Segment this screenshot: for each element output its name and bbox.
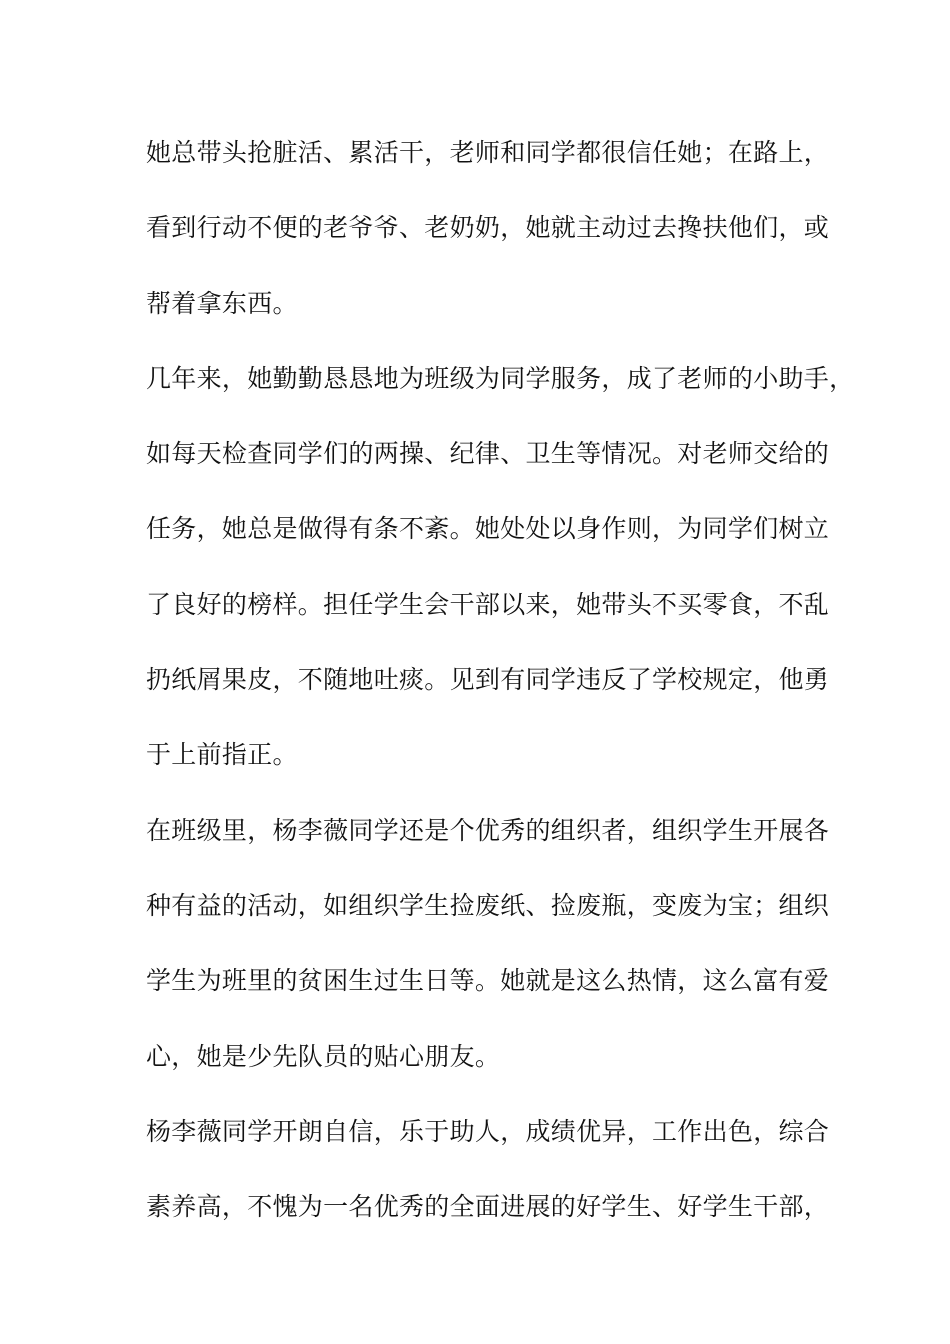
text-line: 在班级里，杨李薇同学还是个优秀的组织者，组织学生开展各	[146, 815, 830, 845]
text-line: 于上前指正。	[146, 740, 298, 770]
text-line: 她总带头抢脏活、累活干，老师和同学都很信任她；在路上，	[146, 138, 830, 167]
text-line: 心，她是少先队员的贴心朋友。	[146, 1041, 501, 1071]
text-line: 几年来，她勤勤恳恳地为班级为同学服务，成了老师的小助手，	[146, 363, 855, 393]
text-line: 帮着拿东西。	[146, 288, 298, 318]
text-line: 任务，她总是做得有条不紊。她处处以身作则，为同学们树立	[146, 514, 830, 544]
text-line: 了良好的榜样。担任学生会干部以来，她带头不买零食，不乱	[146, 589, 830, 619]
text-line: 种有益的活动，如组织学生捡废纸、捡废瓶，变废为宝；组织	[146, 890, 830, 920]
document-body	[146, 128, 855, 1257]
text-line: 学生为班里的贫困生过生日等。她就是这么热情，这么富有爱	[146, 966, 830, 996]
text-line: 素养高，不愧为一名优秀的全面进展的好学生、好学生干部，	[146, 1192, 830, 1222]
text-line: 扔纸屑果皮，不随地吐痰。见到有同学违反了学校规定，他勇	[146, 665, 830, 695]
text-line: 杨李薇同学开朗自信，乐于助人，成绩优异，工作出色，综合	[146, 1116, 830, 1146]
text-line: 如每天检查同学们的两操、纪律、卫生等情况。对老师交给的	[146, 439, 830, 469]
text-line: 看到行动不便的老爷爷、老奶奶，她就主动过去搀扶他们，或	[146, 213, 830, 243]
